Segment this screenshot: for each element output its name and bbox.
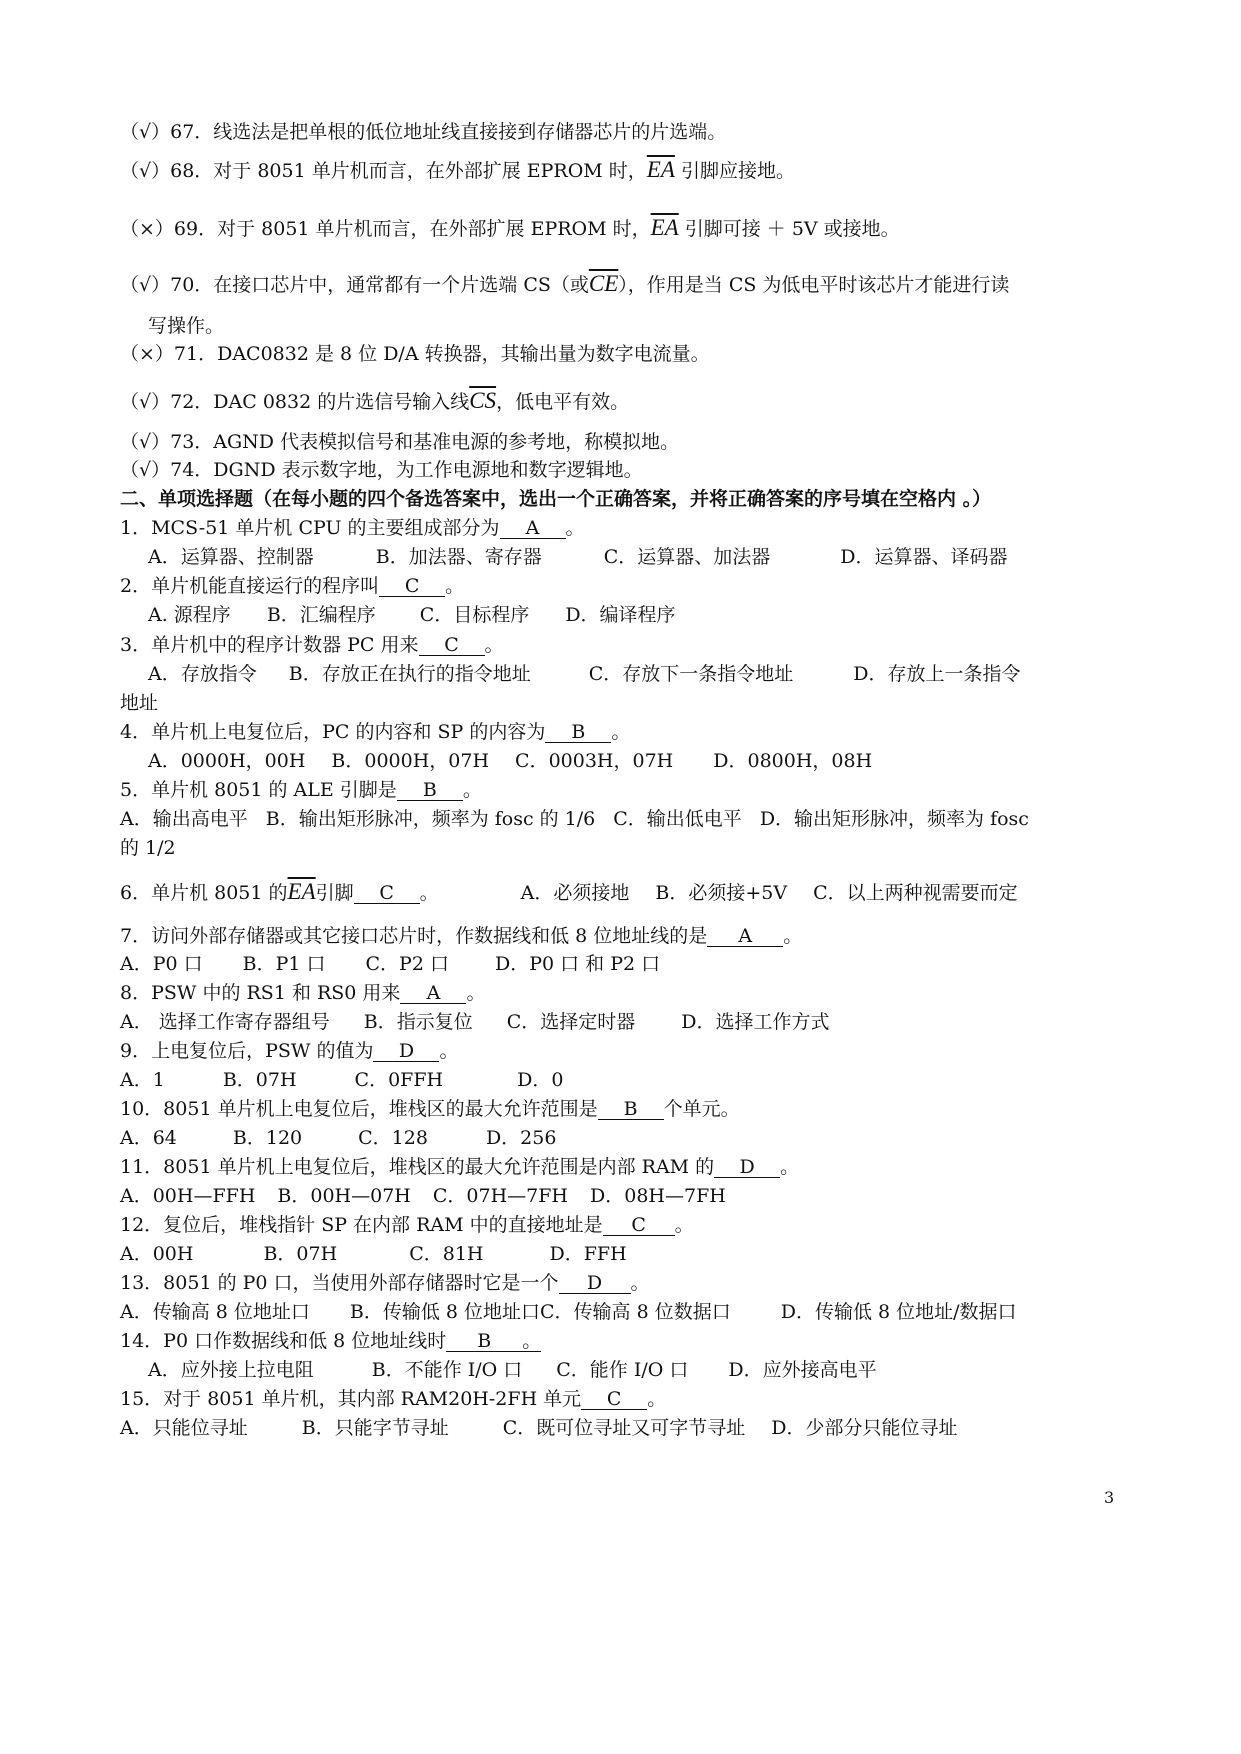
question-3	[120, 633, 504, 657]
question-end: 。	[462, 779, 482, 801]
options-10	[120, 1126, 556, 1150]
options-13	[120, 1300, 1017, 1324]
option-d: D．P0 口 和 P2 口	[494, 953, 661, 975]
question-end: 。	[565, 517, 585, 539]
option-d: D．少部分只能位寻址	[771, 1417, 958, 1439]
option-a: A．应外接上拉电阻	[148, 1359, 314, 1381]
option-b: B．加法器、寄存器	[375, 546, 542, 568]
tf-text: 69．对于 8051 单片机而言，在外部扩展 EPROM 时，	[173, 218, 651, 240]
question-9	[120, 1039, 458, 1063]
answer-blank: D	[714, 1157, 780, 1178]
options-2	[148, 603, 676, 627]
question-end: 。	[630, 1272, 650, 1294]
option-b: B．输出矩形脉冲，频率为 fosc 的 1/6	[265, 808, 596, 830]
tf-mark: （√）	[120, 274, 171, 296]
answer-blank: A	[500, 518, 566, 539]
answer-blank: B	[397, 780, 463, 801]
option-c: C．输出低电平	[613, 808, 742, 830]
tf-text: 74．DGND 表示数字地，为工作电源地和数字逻辑地。	[170, 459, 643, 481]
option-b: B．存放正在执行的指令地址	[288, 663, 531, 685]
overline-signal: $\overline{EA}$	[650, 215, 679, 240]
option-d: D．08H—7FH	[590, 1185, 726, 1207]
answer-blank: C	[603, 1215, 675, 1236]
option-d: D．0	[517, 1069, 564, 1091]
option-c: C．81H	[409, 1243, 484, 1265]
option-d: D．应外接高电平	[728, 1359, 877, 1381]
tf-text: 68．对于 8051 单片机而言，在外部扩展 EPROM 时，	[170, 160, 647, 182]
question-stem: 3．单片机中的程序计数器 PC 用来	[120, 634, 419, 656]
question-end: 。	[647, 1388, 667, 1410]
option-a: A．00H—FFH	[120, 1185, 256, 1207]
option-a: A．00H	[120, 1243, 194, 1265]
question-7	[120, 924, 802, 948]
question-stem: 2．单片机能直接运行的程序叫	[120, 575, 380, 597]
option-a: A. 源程序	[148, 604, 231, 626]
tf-item-70	[120, 272, 1009, 297]
tf-mark: （√）	[120, 459, 171, 481]
question-stem: 13．8051 的 P0 口，当使用外部存储器时它是一个	[120, 1272, 559, 1294]
answer-blank: D	[373, 1041, 439, 1062]
question-stem: 10．8051 单片机上电复位后，堆栈区的最大允许范围是	[120, 1098, 598, 1120]
option-a: A．存放指令	[148, 663, 257, 685]
tf-item-74	[120, 458, 643, 482]
answer-blank: C	[379, 576, 445, 597]
option-d: D．传输低 8 位地址/数据口	[780, 1301, 1017, 1323]
question-stem: 14．P0 口作数据线和低 8 位地址线时	[120, 1330, 447, 1352]
options-3-wrap: 地址	[120, 692, 159, 714]
option-c: C．07H—7FH	[432, 1185, 568, 1207]
question-10	[120, 1097, 740, 1121]
tf-text: 引脚应接地。	[674, 160, 795, 182]
option-b: B．00H—07H	[277, 1185, 411, 1207]
tf-text: 70．在接口芯片中，通常都有一个片选端 CS（或	[170, 274, 589, 296]
question-end: 。	[780, 1156, 800, 1178]
question-stem: 1．MCS-51 单片机 CPU 的主要组成部分为	[120, 517, 500, 539]
option-d: D．输出矩形脉冲，频率为 fosc	[759, 808, 1029, 830]
overline-signal: $\overline{CS}$	[469, 388, 497, 413]
option-c: C．存放下一条指令地址	[588, 663, 794, 685]
option-a: A． 选择工作寄存器组号	[120, 1011, 330, 1033]
question-end: 。	[439, 1040, 459, 1062]
option-c: C．能作 I/O 口	[556, 1359, 689, 1381]
option-c: C．目标程序	[419, 604, 530, 626]
option-b: B．120	[232, 1127, 303, 1149]
options-5-wrap: 的 1/2	[120, 837, 176, 859]
option-d: D．256	[485, 1127, 557, 1149]
tf-item-71	[120, 342, 710, 366]
option-a: A．传输高 8 位地址口	[120, 1301, 310, 1323]
question-12	[120, 1213, 694, 1237]
tf-text: ），作用是当 CS 为低电平时该芯片才能进行读	[618, 274, 1010, 296]
tf-text: ，低电平有效。	[496, 391, 630, 413]
options-14	[148, 1358, 877, 1382]
option-d: D．选择工作方式	[681, 1011, 830, 1033]
question-end: 。	[484, 634, 504, 656]
option-a: A．只能位寻址	[120, 1417, 248, 1439]
option-c: C．128	[358, 1127, 428, 1149]
options-8	[120, 1010, 830, 1034]
overline-signal: $\overline{CE}$	[588, 271, 619, 296]
option-b: B．07H	[263, 1243, 338, 1265]
question-8	[120, 981, 485, 1005]
tf-mark: （×）	[120, 343, 174, 365]
option-d: D．存放上一条指令	[853, 663, 1021, 685]
options-9	[120, 1068, 563, 1092]
page-number: 3	[1104, 1488, 1115, 1507]
option-b: B．汇编程序	[266, 604, 376, 626]
option-c: C．既可位寻址又可字节寻址	[502, 1417, 746, 1439]
answer-blank: A	[707, 926, 783, 947]
answer-blank: B	[598, 1099, 664, 1120]
option-b: B．P1 口	[242, 953, 326, 975]
option-c: C．0003H，07H	[515, 750, 674, 772]
answer-blank: B	[446, 1331, 522, 1352]
question-end: 。	[419, 882, 439, 904]
option-d: D．运算器、译码器	[840, 546, 1008, 568]
option-b: B．指示复位	[363, 1011, 473, 1033]
option-b: B．必须接+5V	[655, 882, 788, 904]
answer-blank: B	[545, 722, 611, 743]
answer-blank: C	[419, 635, 485, 656]
option-c: C．选择定时器	[506, 1011, 636, 1033]
tf-mark: （√）	[120, 121, 171, 143]
option-a: A．P0 口	[120, 953, 203, 975]
tf-mark: （√）	[120, 391, 171, 413]
question-stem: 5．单片机 8051 的 ALE 引脚是	[120, 779, 397, 801]
tf-text: 引脚可接 ＋ 5V 或接地。	[678, 218, 900, 240]
question-2	[120, 574, 464, 598]
tf-text: 67．线选法是把单根的低位地址线直接接到存储器芯片的片选端。	[170, 121, 727, 143]
question-end: 。	[445, 575, 465, 597]
option-c: C．0FFH	[354, 1069, 444, 1091]
question-end: 。	[674, 1214, 694, 1236]
question-stem: 15．对于 8051 单片机，其内部 RAM20H-2FH 单元	[120, 1388, 582, 1410]
options-12	[120, 1242, 627, 1266]
question-14	[120, 1329, 541, 1353]
question-stem: 引脚	[315, 882, 354, 904]
tf-item-70-wrap: 写操作。	[148, 315, 225, 337]
option-a: A．1	[120, 1069, 165, 1091]
option-c: C．运算器、加法器	[603, 546, 771, 568]
option-b: B．07H	[222, 1069, 297, 1091]
question-stem: 9．上电复位后，PSW 的值为	[120, 1040, 374, 1062]
question-end: 。	[783, 925, 803, 947]
tf-item-72	[120, 389, 629, 414]
tf-mark: （√）	[120, 431, 171, 453]
tf-text: 71．DAC0832 是 8 位 D/A 转换器，其输出量为数字电流量。	[173, 343, 710, 365]
option-b: B．不能作 I/O 口	[371, 1359, 523, 1381]
tf-item-68	[120, 158, 795, 183]
question-15	[120, 1387, 666, 1411]
section-title: 二、单项选择题（在每小题的四个备选答案中，选出一个正确答案，并将正确答案的序号填在空格内 。）	[120, 488, 992, 510]
question-end: 。	[522, 1330, 542, 1352]
option-b: B．0000H，07H	[331, 750, 490, 772]
option-b: B．传输低 8 位地址口C．传输高 8 位数据口	[349, 1301, 731, 1323]
option-c: C．以上两种视需要而定	[813, 882, 1018, 904]
option-a: A．0000H，00H	[148, 750, 306, 772]
question-stem: 7．访问外部存储器或其它接口芯片时，作数据线和低 8 位地址线的是	[120, 925, 708, 947]
options-7	[120, 952, 660, 976]
question-6	[120, 880, 1018, 905]
answer-blank: D	[559, 1273, 631, 1294]
question-stem: 11．8051 单片机上电复位后，堆栈区的最大允许范围是内部 RAM 的	[120, 1156, 715, 1178]
option-a: A．必须接地	[520, 882, 630, 904]
options-4	[148, 749, 872, 773]
tf-mark: （√）	[120, 160, 171, 182]
question-stem: 4．单片机上电复位后，PC 的内容和 SP 的内容为	[120, 721, 546, 743]
tf-mark: （×）	[120, 218, 174, 240]
question-end: 个单元。	[663, 1098, 740, 1120]
question-stem: 6．单片机 8051 的	[120, 882, 288, 904]
question-13	[120, 1271, 650, 1295]
answer-blank: C	[354, 883, 420, 904]
question-1	[120, 516, 585, 540]
option-a: A．输出高电平	[120, 808, 248, 830]
option-c: C．P2 口	[365, 953, 449, 975]
question-end: 。	[466, 982, 486, 1004]
tf-item-69	[120, 216, 900, 241]
option-b: B．只能字节寻址	[301, 1417, 449, 1439]
question-4	[120, 720, 630, 744]
overline-signal: $\overline{EA}$	[646, 157, 675, 182]
tf-item-67	[120, 120, 726, 144]
question-stem: 12．复位后，堆栈指针 SP 在内部 RAM 中的直接地址是	[120, 1214, 603, 1236]
option-a: A．运算器、控制器	[148, 546, 314, 568]
question-11	[120, 1155, 799, 1179]
answer-blank: C	[581, 1389, 647, 1410]
option-a: A．64	[120, 1127, 177, 1149]
question-end: 。	[611, 721, 631, 743]
options-15	[120, 1416, 957, 1440]
options-1	[148, 545, 1007, 569]
options-11	[120, 1184, 726, 1208]
option-d: D．编译程序	[565, 604, 676, 626]
tf-text: 72．DAC 0832 的片选信号输入线	[170, 391, 470, 413]
tf-item-73	[120, 430, 679, 454]
option-d: D．0800H，08H	[713, 750, 873, 772]
overline-signal: $\overline{EA}$	[287, 879, 316, 904]
question-5	[120, 778, 482, 802]
question-stem: 8．PSW 中的 RS1 和 RS0 用来	[120, 982, 401, 1004]
options-3	[148, 662, 1020, 686]
answer-blank: A	[400, 983, 466, 1004]
option-d: D．FFH	[549, 1243, 627, 1265]
tf-text: 73．AGND 代表模拟信号和基准电源的参考地，称模拟地。	[170, 431, 680, 453]
options-5	[120, 807, 1029, 831]
